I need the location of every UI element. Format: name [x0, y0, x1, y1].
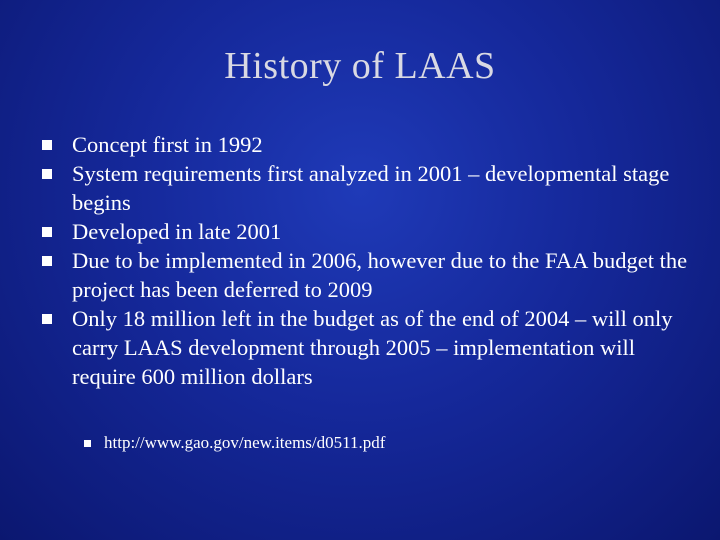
bullet-item — [40, 159, 690, 217]
bullet-item — [40, 217, 690, 246]
square-bullet-icon — [42, 227, 52, 237]
bullet-list — [40, 130, 690, 391]
bullet-text: Only 18 million left in the budget as of the end of 2004 – will only carry LAAS development through 2005 – implementation will require 600 million dollars — [72, 306, 673, 389]
bullet-item — [40, 130, 690, 159]
bullet-text: Due to be implemented in 2006, however due to the FAA budget the project has been deferred to 2009 — [72, 248, 688, 302]
square-bullet-icon — [42, 256, 52, 266]
square-bullet-icon — [42, 314, 52, 324]
bullet-text: System requirements first analyzed in 2001 – developmental stage begins — [72, 161, 670, 215]
bullet-text: Developed in late 2001 — [72, 219, 282, 244]
bullet-text: Concept first in 1992 — [72, 132, 263, 157]
reference-link-text: http://www.gao.gov/new.items/d0511.pdf — [104, 433, 386, 452]
square-bullet-icon — [84, 440, 91, 447]
square-bullet-icon — [42, 169, 52, 179]
slide-title: History of LAAS — [224, 45, 496, 87]
bullet-item — [40, 304, 690, 391]
bullet-item — [40, 246, 690, 304]
sub-bullet-item — [84, 432, 644, 454]
square-bullet-icon — [42, 140, 52, 150]
sub-bullet-list — [84, 432, 644, 454]
